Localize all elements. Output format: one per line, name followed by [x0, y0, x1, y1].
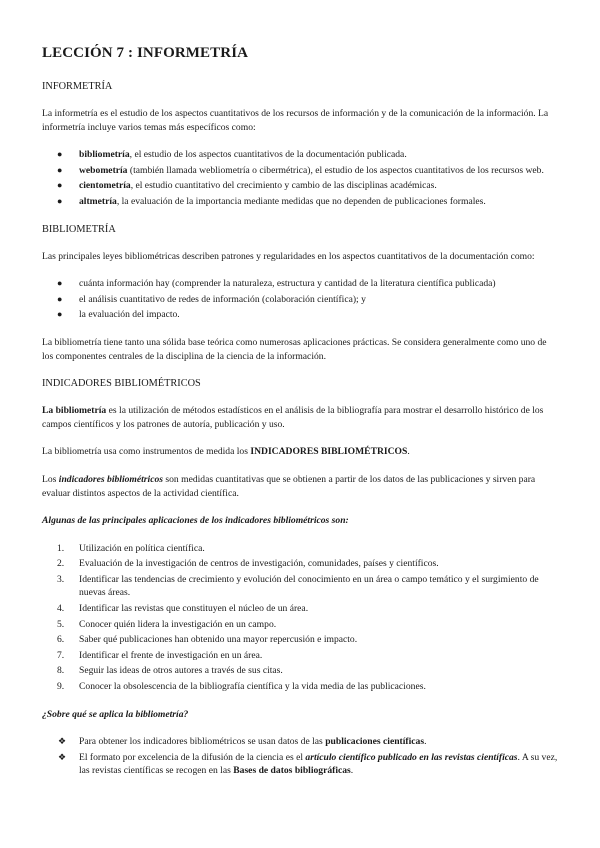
section-heading-bibliometria: BIBLIOMETRÍA [42, 223, 116, 235]
list-number: 6. [57, 634, 65, 646]
diamond-bullet-icon: ❖ [58, 736, 67, 747]
bibliometria-laws-list [42, 277, 558, 322]
list-item: ❖ El formato por excelencia de la difusión de la ciencia es el artículo científico publicado en las revistas científicas. A su vez, las revistas científicas se recogen en las Bases de datos bibliográficas. [58, 751, 558, 777]
list-item: ● webometría (también llamada webliometría o cibermétrica), el estudio de los aspectos cuantitativos de los recursos web. [57, 164, 544, 176]
section-heading-indicadores: INDICADORES BIBLIOMÉTRICOS [42, 378, 201, 390]
list-item: 6. Saber qué publicaciones han obtenido una mayor repercusión e impacto. [57, 634, 358, 646]
bullet-icon: ● [57, 180, 63, 191]
indicadores-paragraph-3: Los indicadores bibliométricos son medidas cuantitativas que se obtienen a partir de los datos de las publicaciones y sirven para evaluar distintos aspectos de la actividad científica. [42, 473, 536, 499]
indicadores-paragraph-2: La bibliometría usa como instrumentos de medida los INDICADORES BIBLIOMÉTRICOS. [42, 446, 410, 458]
list-item: ● altmetría, la evaluación de la importancia mediante medidas que no dependen de publicaciones formales. [57, 195, 486, 207]
list-item: ● la evaluación del impacto. [57, 309, 180, 321]
bullet-icon: ● [57, 195, 63, 206]
bibliometria-closing: La bibliometría tiene tanto una sólida base teórica como numerosas aplicaciones prácticas. Se considera generalmente como uno de los componentes centrales de la disciplina de la ciencia de la información. [42, 336, 547, 362]
section-heading-informetria: INFORMETRÍA [42, 81, 113, 92]
list-item: 5. Conocer quién lidera la investigación en un campo. [57, 618, 277, 630]
list-item: ● el análisis cuantitativo de redes de información (colaboración científica); y [57, 293, 366, 305]
bullet-icon: ● [57, 164, 63, 175]
list-number: 9. [57, 681, 65, 693]
section-heading-aplicacion: ¿Sobre qué se aplica la bibliometría? [42, 708, 189, 720]
bullet-icon: ● [57, 278, 63, 289]
applications-heading: Algunas de las principales aplicaciones de los indicadores bibliométricos son: [42, 515, 349, 527]
indicadores-paragraph-1: La bibliometría es la utilización de métodos estadísticos en el análisis de la bibliografía para mostrar el desarrollo histórico de los campos científicos y los patrones de autoría, publicación y uso. [42, 405, 544, 430]
list-number: 3. [57, 573, 65, 585]
list-item: 3. Identificar las tendencias de crecimiento y evolución del conocimiento en un área o campo temático y el surgimiento de nuevas áreas. [57, 573, 539, 599]
page-title: LECCIÓN 7 : INFORMETRÍA [42, 45, 249, 61]
bullet-icon: ● [57, 293, 63, 304]
list-number: 4. [57, 603, 65, 615]
list-item: 4. Identificar las revistas que constituyen el núcleo de un área. [57, 603, 309, 615]
list-number: 1. [57, 542, 65, 554]
bullet-icon: ● [57, 149, 63, 160]
bibliometria-intro: Las principales leyes bibliométricas describen patrones y regularidades en los aspectos cuantitativos de la documentación como: [42, 250, 535, 262]
list-item: ● cientometría, el estudio cuantitativo del crecimiento y cambio de las disciplinas académicas. [57, 180, 437, 192]
applications-list [42, 542, 558, 694]
list-item: 8. Seguir las ideas de otros autores a través de sus citas. [57, 665, 283, 677]
bullet-icon: ● [57, 309, 63, 320]
list-item: 2. Evaluación de la investigación de centros de investigación, comunidades, países y científicos. [57, 558, 439, 570]
list-item: 7. Identificar el frente de investigación en un área. [57, 649, 263, 661]
list-item: ❖ Para obtener los indicadores bibliométricos se usan datos de las publicaciones científicas. [58, 736, 427, 748]
informetria-intro: La informetría es el estudio de los aspectos cuantitativos de los recursos de información y de la comunicación de la información. La informetría incluye varios temas más específicos como: [42, 108, 549, 133]
list-number: 8. [57, 665, 65, 677]
list-item: ● cuánta información hay (comprender la naturaleza, estructura y cantidad de la literatura científica publicada) [57, 278, 496, 290]
list-number: 7. [57, 649, 65, 661]
list-item: 1. Utilización en política científica. [57, 542, 205, 554]
aplicacion-list [42, 735, 558, 778]
list-item: 9. Conocer la obsolescencia de la bibliografía científica y la vida media de las publicaciones. [57, 681, 426, 693]
list-number: 5. [57, 618, 65, 630]
list-item: ● bibliometría, el estudio de los aspectos cuantitativos de la documentación publicada. [57, 149, 407, 161]
list-number: 2. [57, 558, 65, 570]
informetria-topics-list [42, 148, 558, 208]
diamond-bullet-icon: ❖ [58, 751, 67, 762]
